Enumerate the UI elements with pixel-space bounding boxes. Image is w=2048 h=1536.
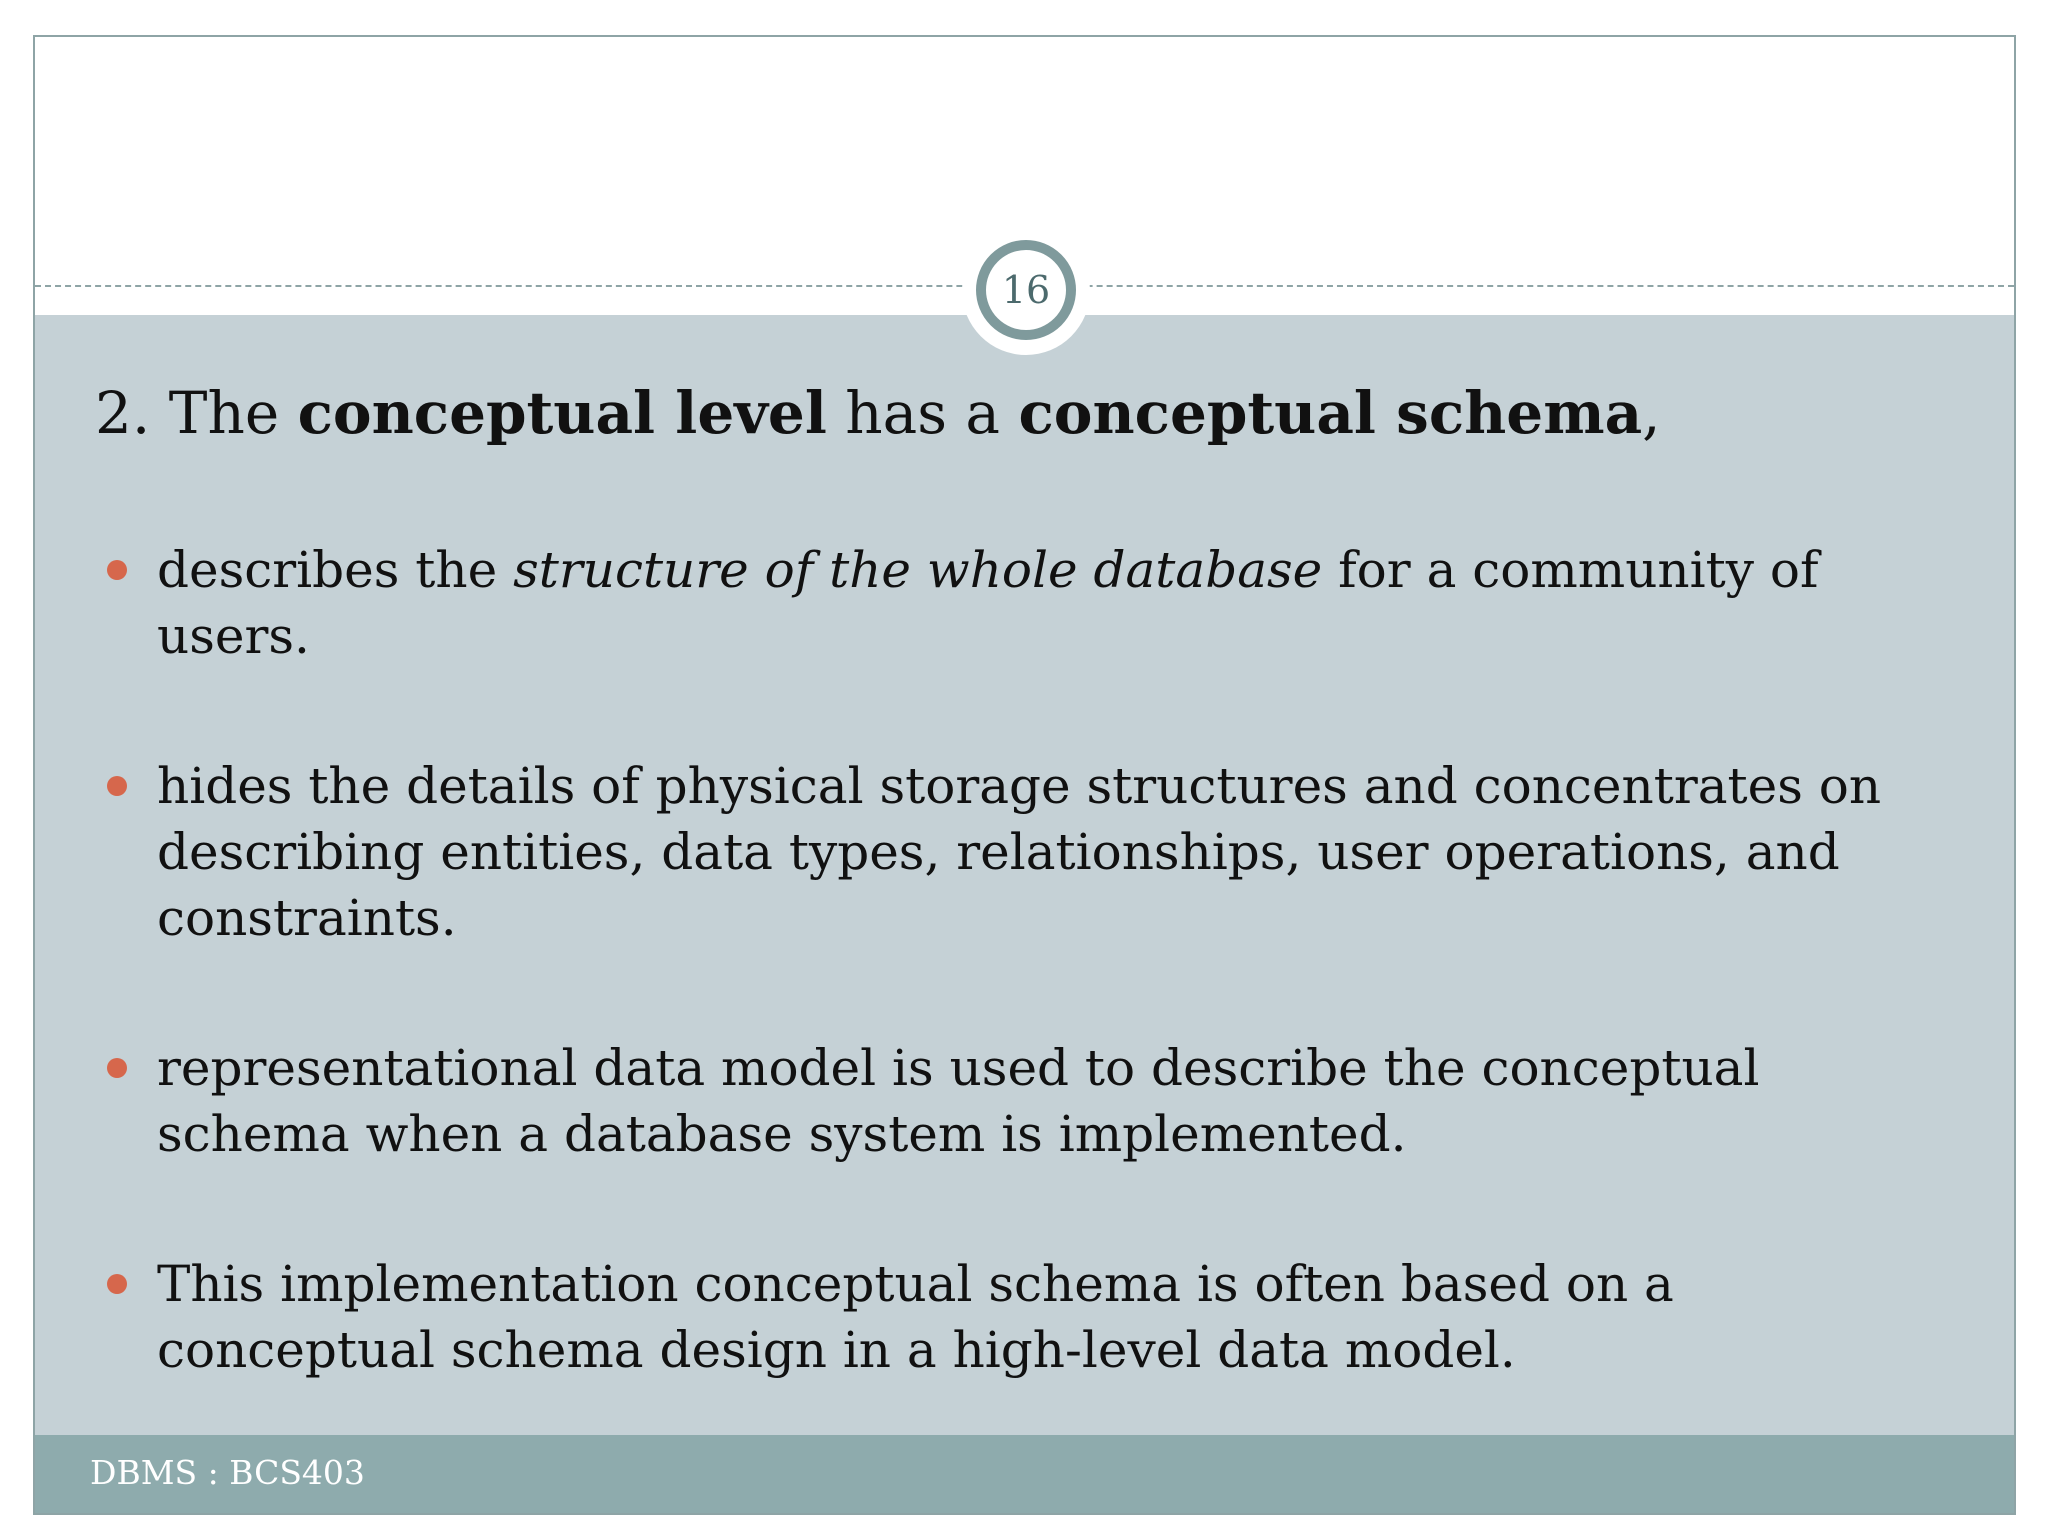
heading-bold-conceptual-level: conceptual level bbox=[297, 379, 827, 447]
bullet-item bbox=[95, 753, 1955, 951]
bullet-dot-icon bbox=[107, 776, 127, 796]
footer-bar bbox=[35, 1435, 2014, 1513]
bullet-item bbox=[95, 537, 1955, 669]
bullet-dot-icon bbox=[107, 560, 127, 580]
bullet-text-italic: structure of the whole database bbox=[513, 541, 1323, 599]
heading-prefix: 2. The bbox=[95, 379, 298, 447]
bullet-text-before: describes the bbox=[157, 541, 514, 599]
bullet-text: representational data model is used to describe the conceptual schema when a database system is implemented. bbox=[157, 1039, 1760, 1163]
page-number-badge: 16 bbox=[976, 240, 1076, 340]
bullet-item bbox=[95, 1251, 1955, 1383]
bullet-dot-icon bbox=[107, 1274, 127, 1294]
bullet-item bbox=[95, 1035, 1955, 1167]
bullet-text-after: for a community of users. bbox=[157, 541, 1819, 665]
bullet-list bbox=[95, 537, 1955, 1467]
heading-suffix: , bbox=[1642, 379, 1661, 447]
heading-middle: has a bbox=[826, 379, 1019, 447]
footer-course-label: DBMS : BCS403 bbox=[90, 1453, 365, 1492]
heading-bold-conceptual-schema: conceptual schema bbox=[1018, 379, 1643, 447]
slide-heading bbox=[95, 373, 1661, 453]
slide bbox=[33, 35, 2016, 1515]
bullet-dot-icon bbox=[107, 1058, 127, 1078]
bullet-text: hides the details of physical storage structures and concentrates on describing entities, data types, relationships, user operations, and constraints. bbox=[157, 757, 1882, 947]
bullet-text: This implementation conceptual schema is often based on a conceptual schema design in a high-level data model. bbox=[157, 1255, 1674, 1379]
